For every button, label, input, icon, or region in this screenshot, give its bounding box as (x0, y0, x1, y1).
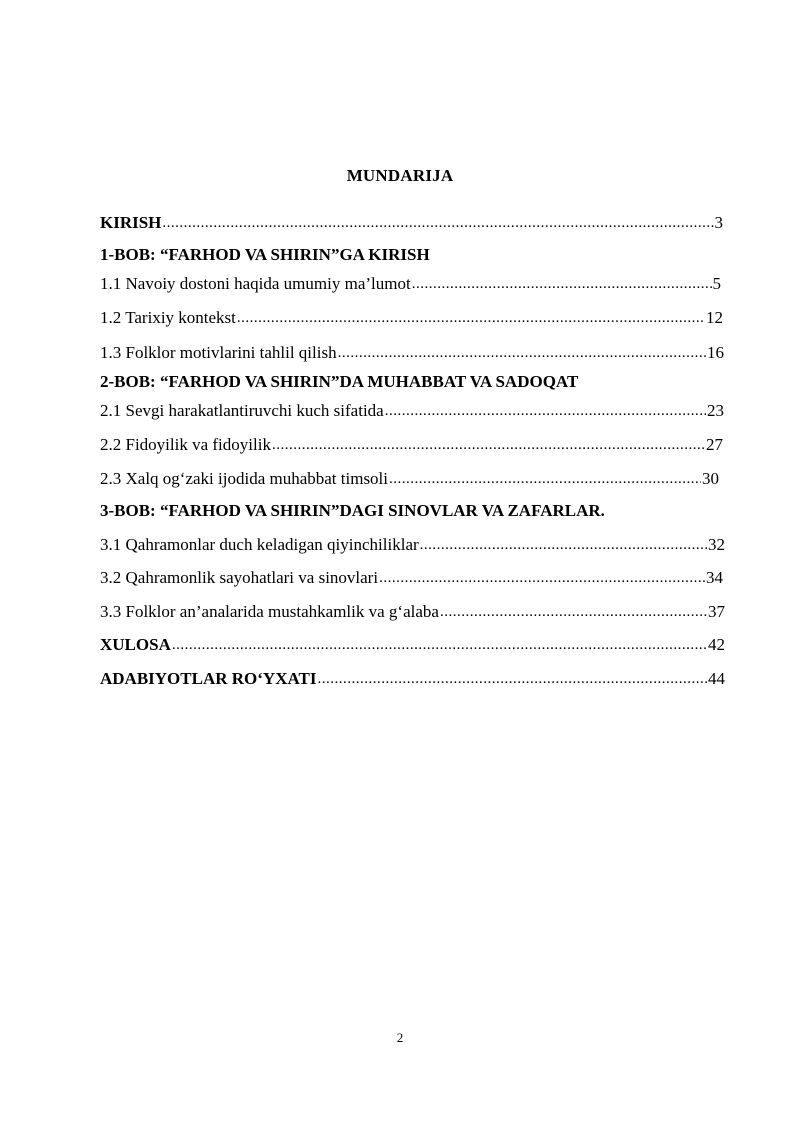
chapter-heading-3: 3-BOB: “FARHOD VA SHIRIN”DAGI SINOVLAR VA ZAFARLAR. (100, 501, 605, 520)
toc-entry-xulosa[interactable] (100, 625, 725, 655)
toc-label: KIRISH (100, 213, 162, 232)
dot-leader (420, 535, 707, 555)
toc-entry-kirish[interactable] (100, 203, 723, 233)
toc-page-number: 32 (708, 535, 725, 554)
toc-page-number: 44 (708, 669, 725, 688)
toc-page-number: 23 (707, 401, 724, 420)
toc-entry-1-1[interactable] (100, 264, 721, 294)
toc-label: 1.1 Navoiy dostoni haqida umumiy ma’lumot (100, 274, 411, 293)
dot-leader (385, 401, 706, 421)
toc-label: 3.3 Folklor an’analarida mustahkamlik va g‘alaba (100, 602, 439, 621)
toc-label: 3.2 Qahramonlik sayohatlari va sinovlari (100, 568, 379, 587)
toc-entry-3-2[interactable] (100, 558, 723, 588)
toc-entry-2-3[interactable] (100, 459, 719, 489)
toc-page-number: 30 (702, 469, 719, 488)
toc-label: 1.2 Tarixiy kontekst (100, 308, 236, 327)
toc-entry-1-3[interactable] (100, 333, 724, 363)
chapter-heading-1: 1-BOB: “FARHOD VA SHIRIN”GA KIRISH (100, 245, 430, 264)
toc-label: ADABIYOTLAR RO‘YXATI (100, 669, 317, 688)
toc-entry-3-1[interactable] (100, 525, 725, 555)
toc-label: XULOSA (100, 635, 171, 654)
dot-leader (162, 213, 713, 233)
toc-label: 2.3 Xalq og‘zaki ijodida muhabbat timsoli (100, 469, 389, 488)
toc-label: 1.3 Folklor motivlarini tahlil qilish (100, 343, 337, 362)
toc-entry-3-3[interactable] (100, 592, 725, 622)
toc-page-number: 12 (706, 308, 723, 327)
dot-leader (317, 669, 707, 689)
toc-page-number: 3 (714, 213, 723, 232)
dot-leader (412, 274, 712, 294)
dot-leader (389, 469, 701, 489)
toc-entry-2-1[interactable] (100, 391, 724, 421)
dot-leader (379, 568, 705, 588)
dot-leader (172, 635, 707, 655)
toc-entry-1-2[interactable] (100, 298, 723, 328)
toc-label: 2.1 Sevgi harakatlantiruvchi kuch sifatida (100, 401, 384, 420)
toc-entry-2-2[interactable] (100, 425, 723, 455)
toc-page-number: 27 (706, 435, 723, 454)
toc-page-number: 34 (706, 568, 723, 587)
page-title: MUNDARIJA (346, 166, 454, 185)
chapter-heading-2: 2-BOB: “FARHOD VA SHIRIN”DA MUHABBAT VA SADOQAT (100, 372, 579, 391)
dot-leader (272, 435, 705, 455)
toc-label: 2.2 Fidoyilik va fidoyilik (100, 435, 271, 454)
dot-leader (440, 602, 707, 622)
toc-page-number: 42 (708, 635, 725, 654)
page-number: 2 (396, 1030, 404, 1045)
toc-entry-adabiyotlar[interactable] (100, 659, 725, 689)
toc-label: 3.1 Qahramonlar duch keladigan qiyinchiliklar (100, 535, 419, 554)
toc-page-number: 16 (707, 343, 724, 362)
dot-leader (237, 308, 705, 328)
toc-page-number: 5 (712, 274, 721, 293)
dot-leader (338, 343, 706, 363)
toc-page-number: 37 (708, 602, 725, 621)
